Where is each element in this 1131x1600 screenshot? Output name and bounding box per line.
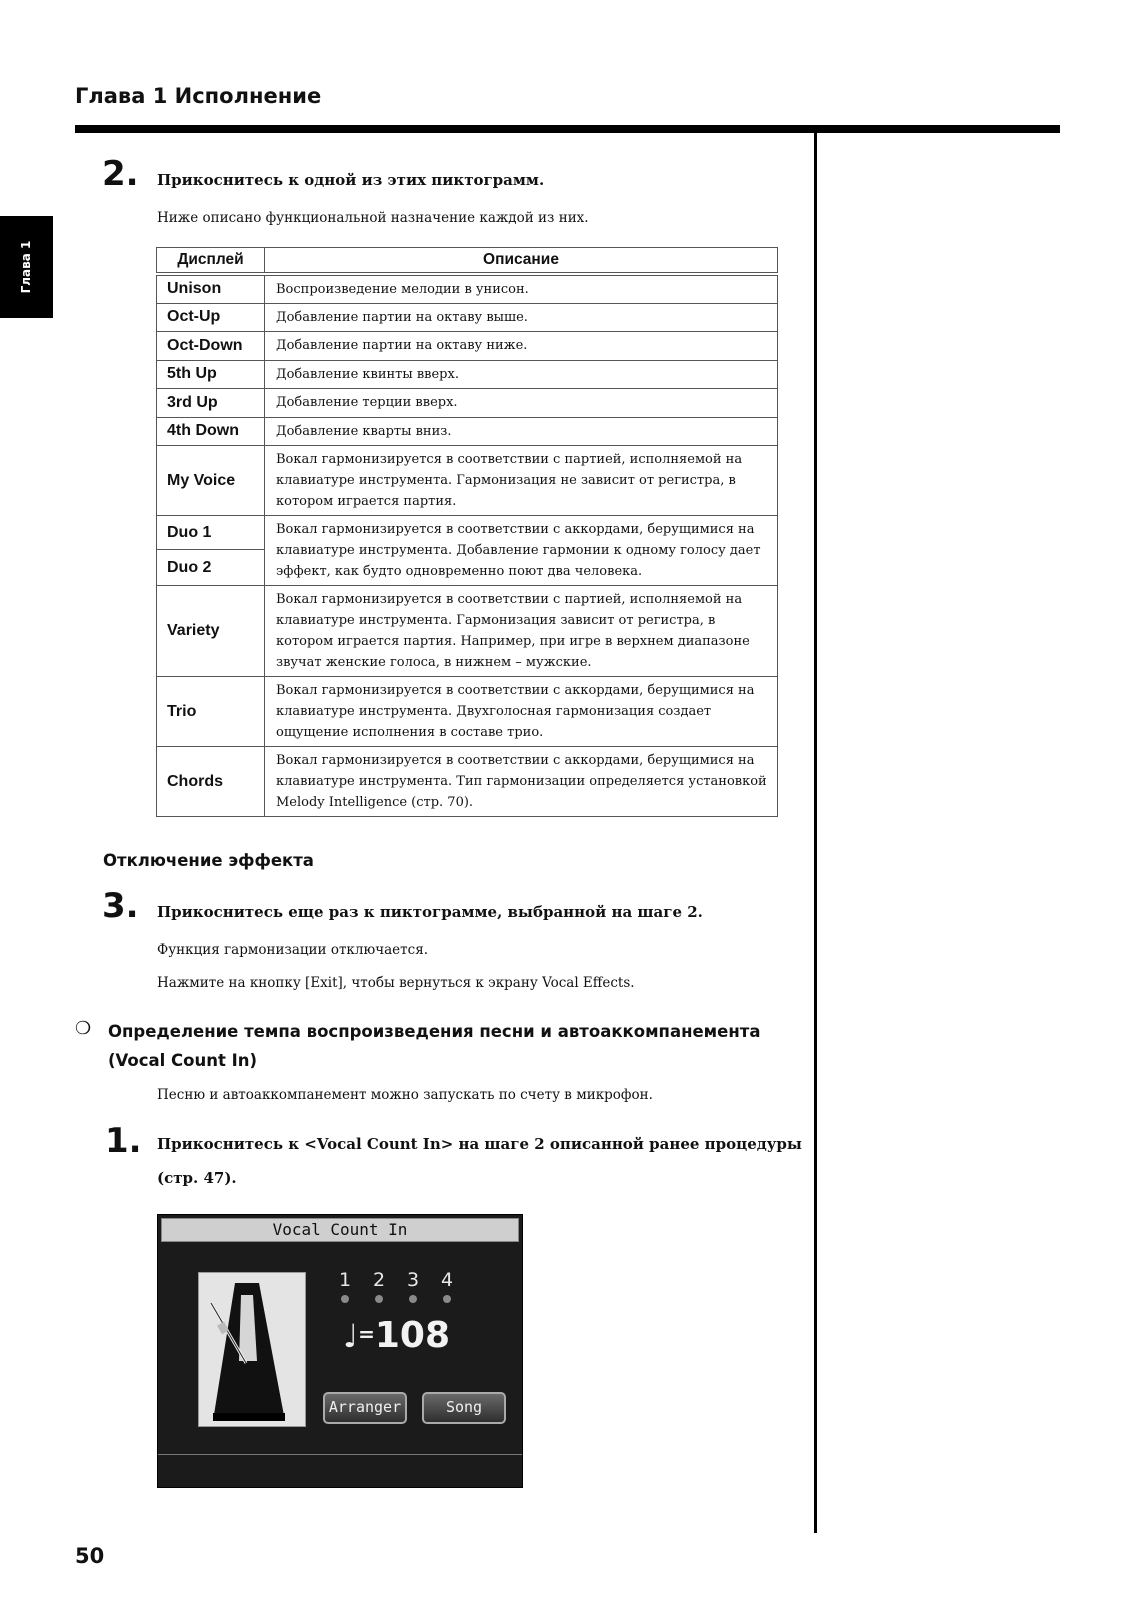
row-description: Вокал гармонизируется в соответствии с аккордами, берущимися на клавиатуре инструмента. Двухголосная гармонизация создает ощущение исполнения в составе трио. — [265, 677, 778, 747]
row-description: Вокал гармонизируется в соответствии с партией, исполняемой на клавиатуре инструмента. Гармонизация не зависит от регистра, в котором играется партия. — [265, 446, 778, 516]
table-row — [157, 274, 778, 304]
chapter-title: Глава 1 Исполнение — [75, 84, 322, 108]
beat-indicator — [409, 1295, 417, 1303]
side-tab-label: Глава 1 — [19, 240, 33, 294]
table-row — [157, 446, 778, 516]
beat-indicator — [341, 1295, 349, 1303]
row-name: Duo 2 — [167, 559, 212, 576]
count-in-note: Песню и автоаккомпанемент можно запускать по счету в микрофон. — [157, 1087, 653, 1103]
beat-label: 4 — [441, 1269, 454, 1291]
metronome-icon — [198, 1272, 306, 1427]
step-2-instruction: Прикоснитесь к одной из этих пиктограмм. — [157, 171, 545, 189]
screen-title: Vocal Count In — [161, 1218, 519, 1242]
beat-label: 2 — [373, 1269, 386, 1291]
row-name: Variety — [157, 586, 265, 677]
step-2-number: 2. — [102, 154, 139, 194]
row-name: 3rd Up — [157, 389, 265, 418]
step-3-note: Функция гармонизации отключается. — [157, 942, 429, 958]
column-header-description: Описание — [265, 248, 778, 274]
column-header-display: Дисплей — [157, 248, 265, 274]
beat-indicator — [443, 1295, 451, 1303]
row-name: 4th Down — [157, 417, 265, 446]
table-row — [157, 586, 778, 677]
tempo-display — [343, 1315, 450, 1356]
row-name: Unison — [157, 274, 265, 304]
row-name: 5th Up — [157, 360, 265, 389]
row-description: Вокал гармонизируется в соответствии с аккордами, берущимися на клавиатуре инструмента. Тип гармонизации определяется установкой Melody Intelligence (стр. 70). — [265, 747, 778, 817]
quarter-note-icon: ♩ — [343, 1317, 359, 1355]
step-3-number: 3. — [102, 886, 139, 926]
harmony-types-table — [156, 247, 778, 817]
row-name: Trio — [157, 677, 265, 747]
count-in-heading-line2: (Vocal Count In) — [108, 1051, 258, 1070]
chapter-side-tab — [0, 216, 53, 318]
table-header-row — [157, 248, 778, 274]
row-name: Chords — [157, 747, 265, 817]
step-1-instruction: Прикоснитесь к <Vocal Count In> на шаге 2 описанной ранее процедуры — [157, 1135, 802, 1153]
row-description: Добавление партии на октаву выше. — [265, 303, 778, 332]
row-description: Воспроизведение мелодии в унисон. — [265, 274, 778, 304]
beat-indicator — [375, 1295, 383, 1303]
table-row — [157, 747, 778, 817]
disable-effect-heading: Отключение эффекта — [103, 851, 314, 870]
tempo-value: 108 — [374, 1315, 451, 1356]
arranger-button[interactable]: Arranger — [323, 1392, 407, 1424]
step-2-note: Ниже описано функциональной назначение каждой из них. — [157, 210, 589, 226]
table-row — [157, 303, 778, 332]
row-name: Oct-Down — [157, 332, 265, 361]
step-3-instruction: Прикоснитесь еще раз к пиктограмме, выбранной на шаге 2. — [157, 903, 703, 921]
step-1-number: 1. — [105, 1121, 142, 1161]
column-rule — [814, 133, 817, 1533]
row-name: My Voice — [157, 446, 265, 516]
table-row — [157, 417, 778, 446]
row-description: Добавление партии на октаву ниже. — [265, 332, 778, 361]
tempo-equals: = — [358, 1322, 375, 1346]
table-row — [157, 677, 778, 747]
row-name: Duo 1 — [157, 516, 264, 550]
count-in-heading: Определение темпа воспроизведения песни и автоаккомпанемента — [108, 1022, 761, 1041]
row-name: Oct-Up — [157, 303, 265, 332]
screen-divider — [158, 1454, 522, 1455]
row-name-group — [157, 516, 265, 586]
row-description: Вокал гармонизируется в соответствии с аккордами, берущимися на клавиатуре инструмента. Добавление гармонии к одному голосу дает эффект, как будто одновременно поют два человека. — [265, 516, 778, 586]
exit-note: Нажмите на кнопку [Exit], чтобы вернуться к экрану Vocal Effects. — [157, 975, 635, 991]
row-description: Вокал гармонизируется в соответствии с партией, исполняемой на клавиатуре инструмента. Гармонизация зависит от регистра, в котором играется партия. Например, при игре в верхнем диапазоне звучат женские голоса, в нижнем – мужские. — [265, 586, 778, 677]
beat-label: 1 — [339, 1269, 352, 1291]
table-row — [157, 332, 778, 361]
header-rule — [75, 125, 1060, 133]
table-row — [157, 360, 778, 389]
song-button[interactable]: Song — [422, 1392, 506, 1424]
row-description: Добавление квинты вверх. — [265, 360, 778, 389]
beat-label: 3 — [407, 1269, 420, 1291]
row-description: Добавление терции вверх. — [265, 389, 778, 418]
table-row — [157, 389, 778, 418]
row-description: Добавление кварты вниз. — [265, 417, 778, 446]
page-number: 50 — [75, 1544, 105, 1568]
vocal-count-in-screen — [157, 1214, 523, 1488]
section-bullet: ❍ — [75, 1018, 92, 1039]
table-row — [157, 516, 778, 586]
step-1-instruction-line2: (стр. 47). — [157, 1169, 237, 1187]
